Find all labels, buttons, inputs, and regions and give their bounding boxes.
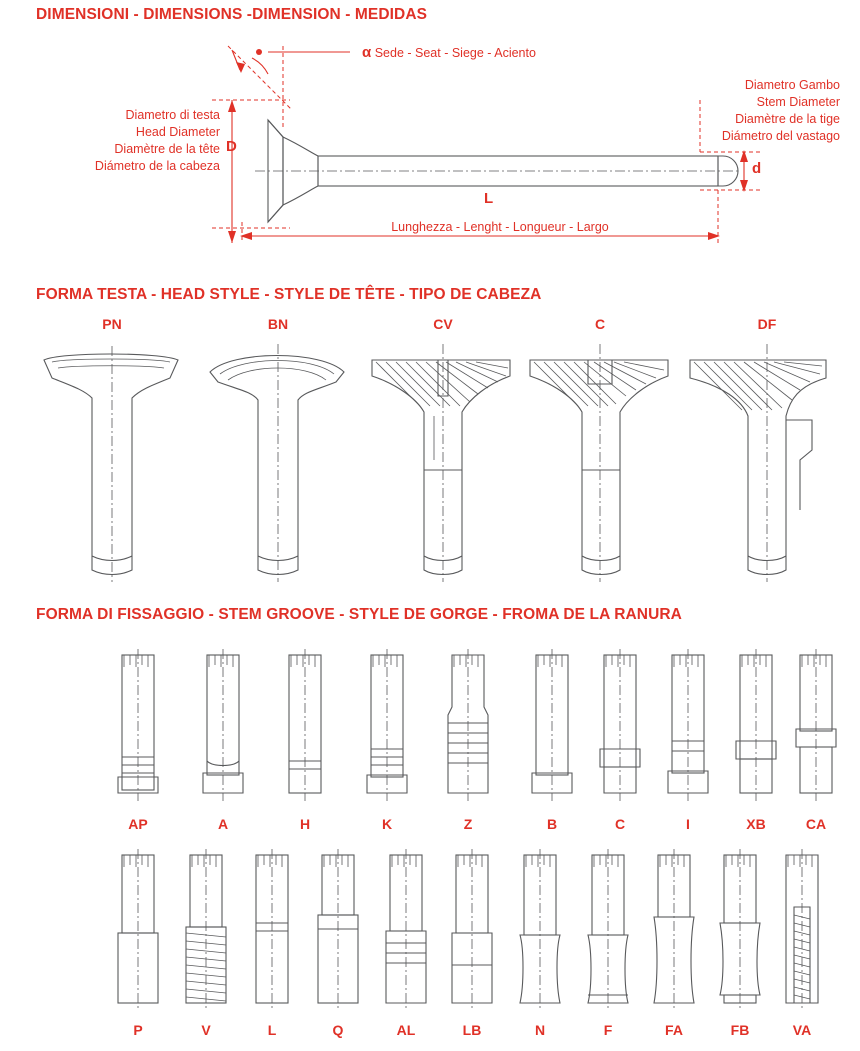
stem-groove-row2-diagram — [0, 845, 860, 1020]
stem-groove-H-drawing — [289, 649, 321, 801]
head-diameter-dimension — [212, 100, 290, 243]
stem-groove-row2-code-4: AL — [396, 1022, 416, 1038]
stem-groove-row2-code-8: FA — [665, 1022, 683, 1038]
stem-groove-row1-code-6: C — [614, 816, 626, 832]
head-style-code-0: PN — [102, 316, 122, 332]
section-title-dimensions: DIMENSIONI - DIMENSIONS -DIMENSION - MEDIDAS — [36, 6, 428, 23]
head-diameter-label-4: Diámetro de la cabeza — [94, 159, 220, 173]
section-title-stem-groove: FORMA DI FISSAGGIO - STEM GROOVE - STYLE DE GORGE - FROMA DE LA RANURA — [36, 606, 682, 623]
stem-groove-row1-code-2: H — [299, 816, 311, 832]
stem-groove-row1-diagram — [0, 645, 860, 820]
stem-groove-C-drawing — [600, 649, 640, 801]
stem-groove-B-drawing — [532, 649, 572, 801]
length-dimension — [240, 190, 720, 243]
head-style-PN-drawing — [44, 346, 178, 582]
head-diameter-label-2: Head Diameter — [135, 125, 220, 139]
stem-groove-AL-drawing — [386, 849, 426, 1011]
head-style-CV-drawing — [372, 344, 510, 582]
head-diameter-label-1: Diametro di testa — [125, 108, 220, 122]
stem-groove-row1-code-9: CA — [805, 816, 827, 832]
head-style-code-3: C — [594, 316, 606, 332]
stem-groove-I-drawing — [668, 649, 708, 801]
stem-groove-row2-code-0: P — [133, 1022, 143, 1038]
stem-groove-row2-code-6: N — [534, 1022, 546, 1038]
stem-groove-CA-drawing — [796, 649, 836, 801]
stem-groove-V-drawing — [186, 849, 226, 1011]
stem-diameter-label-3: Diamètre de la tige — [735, 112, 840, 126]
stem-groove-row2-code-3: Q — [332, 1022, 344, 1038]
stem-groove-P-drawing — [118, 849, 158, 1011]
dimension-D-letter: D — [226, 138, 237, 155]
section-title-head-style: FORMA TESTA - HEAD STYLE - STYLE DE TÊTE - TIPO DE CABEZA — [36, 286, 542, 303]
stem-groove-FB-drawing — [720, 849, 760, 1011]
head-style-DF-drawing — [690, 344, 826, 582]
stem-groove-AP-drawing — [118, 649, 158, 801]
head-style-C-drawing — [530, 344, 668, 582]
stem-groove-L-drawing — [256, 849, 288, 1011]
seat-angle-symbol: α — [362, 44, 372, 61]
stem-groove-row1-code-8: XB — [746, 816, 766, 832]
dimension-L-letter: L — [484, 190, 494, 207]
stem-groove-row2-code-9: FB — [730, 1022, 750, 1038]
stem-groove-row1-code-7: I — [686, 816, 690, 832]
stem-groove-F-drawing — [588, 849, 628, 1011]
length-label: Lunghezza - Lenght - Longueur - Largo — [391, 220, 609, 234]
stem-groove-row1-code-5: B — [546, 816, 558, 832]
stem-diameter-label-1: Diametro Gambo — [744, 78, 840, 92]
stem-groove-row1-code-0: AP — [128, 816, 148, 832]
stem-diameter-label-4: Diámetro del vastago — [721, 129, 840, 143]
stem-groove-row1-code-4: Z — [463, 816, 473, 832]
stem-groove-LB-drawing — [452, 849, 492, 1011]
stem-groove-row2-code-7: F — [603, 1022, 613, 1038]
stem-groove-Q-drawing — [318, 849, 358, 1011]
stem-groove-Z-drawing — [448, 649, 488, 801]
stem-groove-A-drawing — [203, 649, 243, 801]
stem-groove-N-drawing — [520, 849, 560, 1011]
dimension-d-letter: d — [752, 160, 762, 177]
head-style-BN-drawing — [210, 344, 344, 582]
stem-groove-row2-code-10: VA — [792, 1022, 812, 1038]
head-style-code-2: CV — [433, 316, 453, 332]
head-diameter-label-3: Diamètre de la tête — [114, 142, 220, 156]
stem-groove-XB-drawing — [736, 649, 776, 801]
head-style-diagram — [0, 320, 860, 590]
stem-groove-row2-code-5: LB — [462, 1022, 482, 1038]
stem-groove-row1-code-1: A — [217, 816, 229, 832]
seat-label-row — [362, 44, 536, 61]
seat-angle-annotation — [228, 46, 350, 130]
stem-groove-row1-code-3: K — [381, 816, 393, 832]
stem-groove-K-drawing — [367, 649, 407, 801]
stem-groove-VA-drawing — [786, 849, 818, 1011]
seat-label: Sede - Seat - Siege - Aciento — [374, 46, 536, 60]
stem-groove-FA-drawing — [654, 849, 694, 1011]
head-style-code-1: BN — [267, 316, 289, 332]
stem-groove-row2-code-1: V — [201, 1022, 211, 1038]
stem-diameter-label-2: Stem Diameter — [756, 95, 840, 109]
head-style-code-4: DF — [757, 316, 777, 332]
stem-groove-row2-code-2: L — [267, 1022, 277, 1038]
